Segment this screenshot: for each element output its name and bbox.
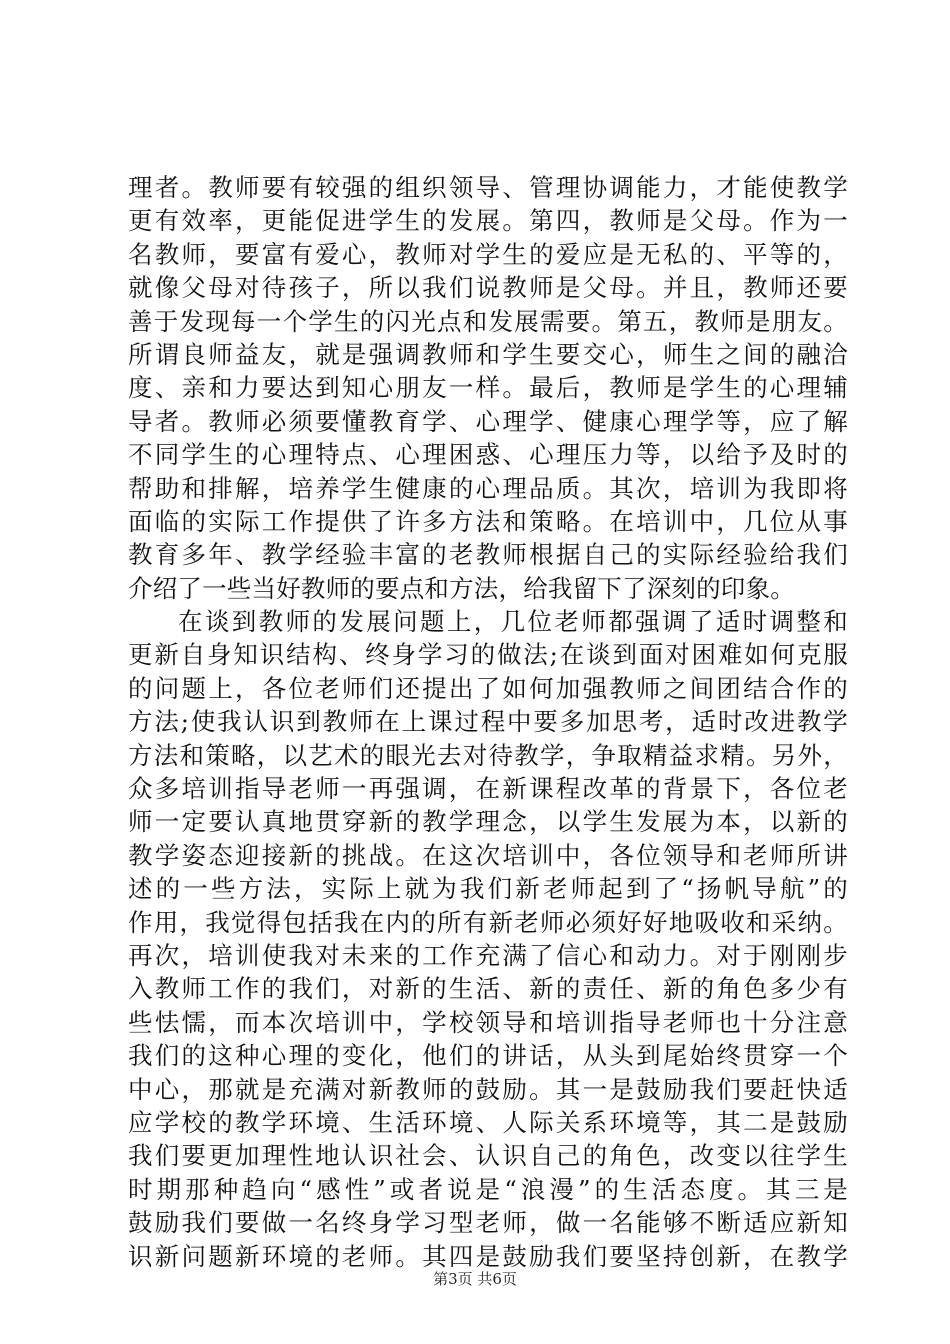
- text-line: 识新问题新环境的老师。其四是鼓励我们要坚持创新，在教学: [128, 1241, 848, 1271]
- text-line: 入教师工作的我们，对新的生活、新的责任、新的角色多少有: [128, 974, 848, 1004]
- text-line: 所谓良师益友，就是强调教师和学生要交心，师生之间的融洽: [128, 339, 848, 369]
- text-line: 导者。教师必须要懂教育学、心理学、健康心理学等，应了解: [128, 406, 848, 436]
- text-line: 方法和策略，以艺术的眼光去对待教学，争取精益求精。另外，: [128, 740, 848, 770]
- text-line: 教学姿态迎接新的挑战。在这次培训中，各位领导和老师所讲: [128, 840, 848, 870]
- text-line: 中心，那就是充满对新教师的鼓励。其一是鼓励我们要赶快适: [128, 1074, 848, 1104]
- text-line: 师一定要认真地贯穿新的教学理念，以学生发展为本，以新的: [128, 807, 848, 837]
- text-line: 我们要更加理性地认识社会、认识自己的角色，改变以往学生: [128, 1141, 848, 1171]
- text-line: 众多培训指导老师一再强调，在新课程改革的背景下，各位老: [128, 774, 848, 804]
- text-line: 介绍了一些当好教师的要点和方法，给我留下了深刻的印象。: [128, 573, 795, 603]
- text-line: 更有效率，更能促进学生的发展。第四，教师是父母。作为一: [128, 206, 848, 236]
- text-line: 名教师，要富有爱心，教师对学生的爱应是无私的、平等的，: [128, 239, 848, 269]
- text-line: 的问题上，各位老师们还提出了如何加强教师之间团结合作的: [128, 673, 848, 703]
- text-line: 时期那种趋向“感性”或者说是“浪漫”的生活态度。其三是: [128, 1174, 848, 1204]
- text-line: 面临的实际工作提供了许多方法和策略。在培训中，几位从事: [128, 506, 848, 536]
- text-line: 度、亲和力要达到知心朋友一样。最后，教师是学生的心理辅: [128, 373, 848, 403]
- text-line: 作用，我觉得包括我在内的所有新老师必须好好地吸收和采纳。: [128, 907, 848, 937]
- text-line: 不同学生的心理特点、心理困惑、心理压力等，以给予及时的: [128, 440, 848, 470]
- text-line: 再次，培训使我对未来的工作充满了信心和动力。对于刚刚步: [128, 940, 848, 970]
- text-line: 就像父母对待孩子，所以我们说教师是父母。并且，教师还要: [128, 273, 848, 303]
- text-line: 鼓励我们要做一名终身学习型老师，做一名能够不断适应新知: [128, 1208, 848, 1238]
- page-number: 第3页 共6页: [433, 1270, 517, 1288]
- text-line: 方法;使我认识到教师在上课过程中要多加思考，适时改进教学: [128, 707, 848, 737]
- text-line: 在谈到教师的发展问题上，几位老师都强调了适时调整和: [178, 607, 848, 637]
- text-line: 述的一些方法，实际上就为我们新老师起到了“扬帆导航”的: [128, 874, 848, 904]
- text-line: 应学校的教学环境、生活环境、人际关系环境等，其二是鼓励: [128, 1107, 848, 1137]
- page-footer: [0, 1268, 950, 1290]
- text-line: 更新自身知识结构、终身学习的做法;在谈到面对困难如何克服: [128, 640, 848, 670]
- text-line: 帮助和排解，培养学生健康的心理品质。其次，培训为我即将: [128, 473, 848, 503]
- text-line: 些怯懦，而本次培训中，学校领导和培训指导老师也十分注意: [128, 1007, 848, 1037]
- text-line: 我们的这种心理的变化，他们的讲话，从头到尾始终贯穿一个: [128, 1041, 848, 1071]
- text-line: 教育多年、教学经验丰富的老教师根据自己的实际经验给我们: [128, 540, 848, 570]
- body-text: [128, 171, 848, 1273]
- text-line: 善于发现每一个学生的闪光点和发展需要。第五，教师是朋友。: [128, 306, 848, 336]
- text-line: 理者。教师要有较强的组织领导、管理协调能力，才能使教学: [128, 173, 848, 202]
